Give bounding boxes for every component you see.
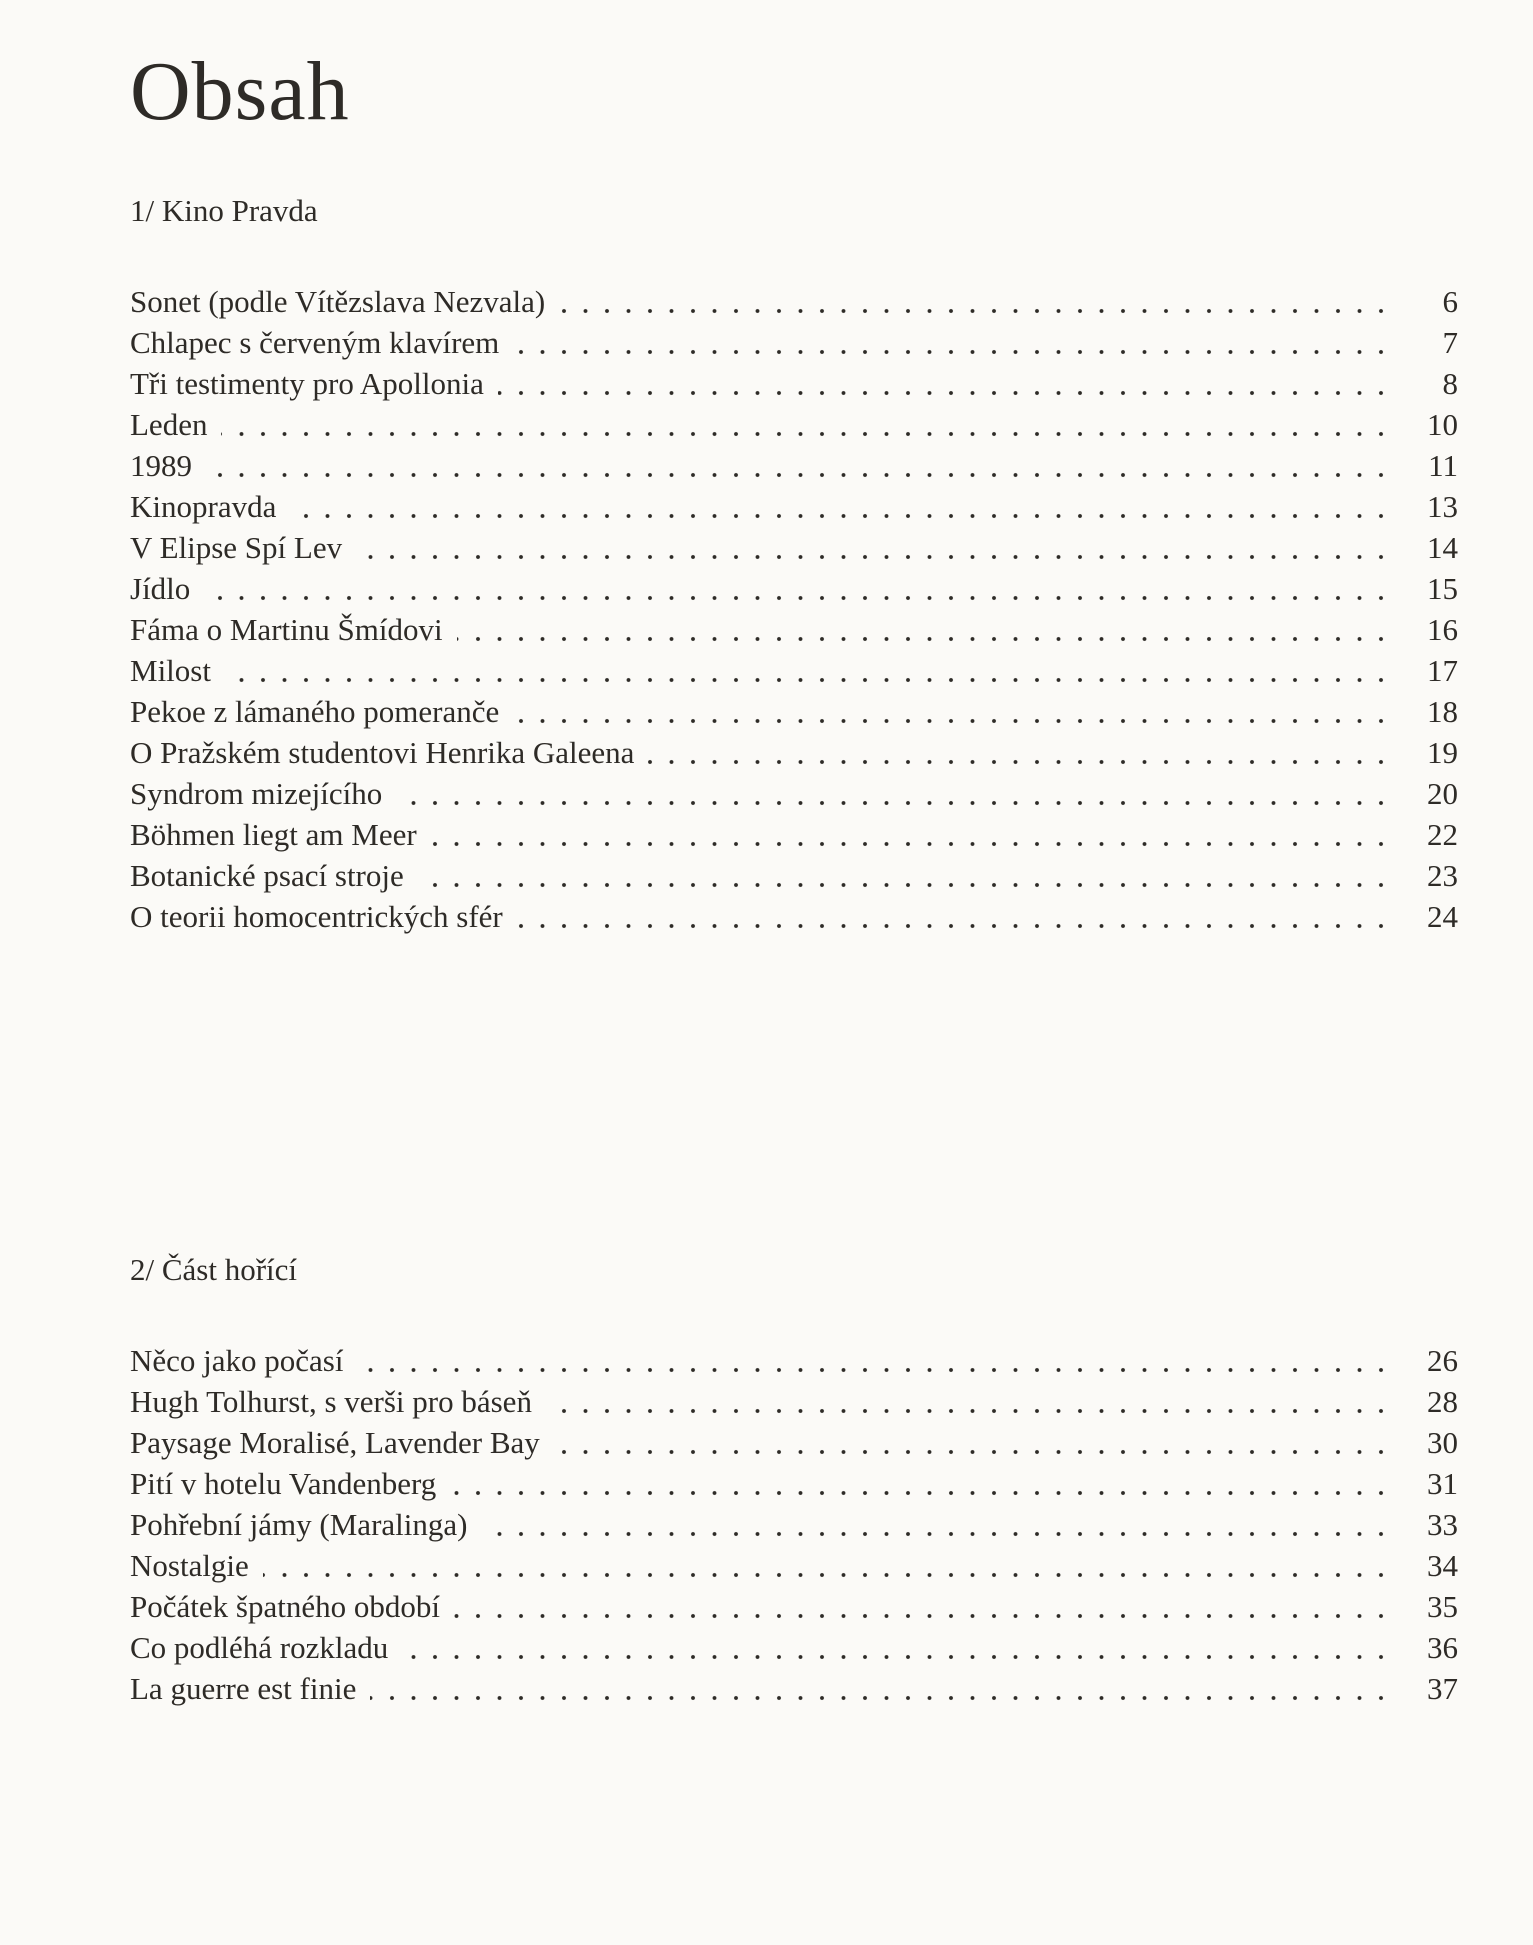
entry-page-number: 10 <box>1386 404 1458 445</box>
entry-page-number: 20 <box>1386 773 1458 814</box>
entry-title: Fáma o Martinu Šmídovi <box>130 609 457 650</box>
entry-page-number: 33 <box>1386 1504 1458 1545</box>
toc-entry-row <box>130 1504 1458 1545</box>
toc-entry-row <box>130 322 1458 363</box>
toc-entry-row <box>130 691 1458 732</box>
toc-entry-row <box>130 1545 1458 1586</box>
toc-entry-row <box>130 527 1458 568</box>
toc-entry-row <box>130 1340 1458 1381</box>
entry-title: Milost <box>130 650 225 691</box>
entry-title: Jídlo <box>130 568 204 609</box>
entry-page-number: 16 <box>1386 609 1458 650</box>
entry-title: Pití v hotelu Vandenberg <box>130 1463 450 1504</box>
entry-page-number: 15 <box>1386 568 1458 609</box>
toc-entry-row <box>130 486 1458 527</box>
page-title: Obsah <box>130 45 350 138</box>
toc-entry-row <box>130 1381 1458 1422</box>
entry-page-number: 34 <box>1386 1545 1458 1586</box>
entry-page-number: 7 <box>1386 322 1458 363</box>
section-entries <box>130 1340 1458 1709</box>
toc-entry-row <box>130 609 1458 650</box>
entry-title: Botanické psací stroje <box>130 855 418 896</box>
entry-title: Hugh Tolhurst, s verši pro báseň <box>130 1381 546 1422</box>
toc-entry-row <box>130 1463 1458 1504</box>
toc-entry-row <box>130 732 1458 773</box>
entry-page-number: 28 <box>1386 1381 1458 1422</box>
section-heading: 2/ Část hořící <box>130 1252 298 1287</box>
entry-page-number: 17 <box>1386 650 1458 691</box>
entry-title: Nostalgie <box>130 1545 263 1586</box>
toc-entry-row <box>130 568 1458 609</box>
toc-entry-row <box>130 1627 1458 1668</box>
entry-title: Kinopravda <box>130 486 290 527</box>
toc-entry-row <box>130 650 1458 691</box>
entry-page-number: 36 <box>1386 1627 1458 1668</box>
entry-title: 1989 <box>130 445 206 486</box>
entry-title: Co podléhá rozkladu <box>130 1627 402 1668</box>
entry-page-number: 13 <box>1386 486 1458 527</box>
entry-page-number: 35 <box>1386 1586 1458 1627</box>
entry-title: Sonet (podle Vítězslava Nezvala) <box>130 281 559 322</box>
entry-page-number: 37 <box>1386 1668 1458 1709</box>
entry-page-number: 6 <box>1386 281 1458 322</box>
toc-entry-row <box>130 1668 1458 1709</box>
toc-entry-row <box>130 896 1458 937</box>
toc-entry-row <box>130 404 1458 445</box>
entry-title: V Elipse Spí Lev <box>130 527 356 568</box>
entry-title: O Pražském studentovi Henrika Galeena <box>130 732 648 773</box>
entry-title: Něco jako počasí <box>130 1340 357 1381</box>
entry-title: Paysage Moralisé, Lavender Bay <box>130 1422 554 1463</box>
entry-title: Leden <box>130 404 221 445</box>
entry-page-number: 11 <box>1386 445 1458 486</box>
section-heading: 1/ Kino Pravda <box>130 193 318 228</box>
entry-page-number: 31 <box>1386 1463 1458 1504</box>
toc-entry-row <box>130 773 1458 814</box>
section-entries <box>130 281 1458 937</box>
toc-section <box>130 190 1458 937</box>
toc-entry-row <box>130 1586 1458 1627</box>
entry-page-number: 22 <box>1386 814 1458 855</box>
entry-title: O teorii homocentrických sfér <box>130 896 517 937</box>
toc-entry-row <box>130 281 1458 322</box>
toc-entry-row <box>130 855 1458 896</box>
entry-title: La guerre est finie <box>130 1668 370 1709</box>
toc-entry-row <box>130 1422 1458 1463</box>
entry-title: Počátek špatného období <box>130 1586 454 1627</box>
entry-title: Pohřební jámy (Maralinga) <box>130 1504 481 1545</box>
entry-page-number: 8 <box>1386 363 1458 404</box>
entry-page-number: 26 <box>1386 1340 1458 1381</box>
entry-page-number: 24 <box>1386 896 1458 937</box>
entry-title: Böhmen liegt am Meer <box>130 814 431 855</box>
entry-title: Pekoe z lámaného pomeranče <box>130 691 513 732</box>
entry-title: Tři testimenty pro Apollonia <box>130 363 498 404</box>
entry-page-number: 19 <box>1386 732 1458 773</box>
toc-sections <box>130 190 1458 1709</box>
entry-page-number: 14 <box>1386 527 1458 568</box>
toc-entry-row <box>130 363 1458 404</box>
entry-page-number: 23 <box>1386 855 1458 896</box>
entry-title: Syndrom mizejícího <box>130 773 396 814</box>
entry-page-number: 18 <box>1386 691 1458 732</box>
entry-title: Chlapec s červeným klavírem <box>130 322 513 363</box>
toc-entry-row <box>130 814 1458 855</box>
toc-section <box>130 1249 1458 1709</box>
toc-entry-row <box>130 445 1458 486</box>
entry-page-number: 30 <box>1386 1422 1458 1463</box>
